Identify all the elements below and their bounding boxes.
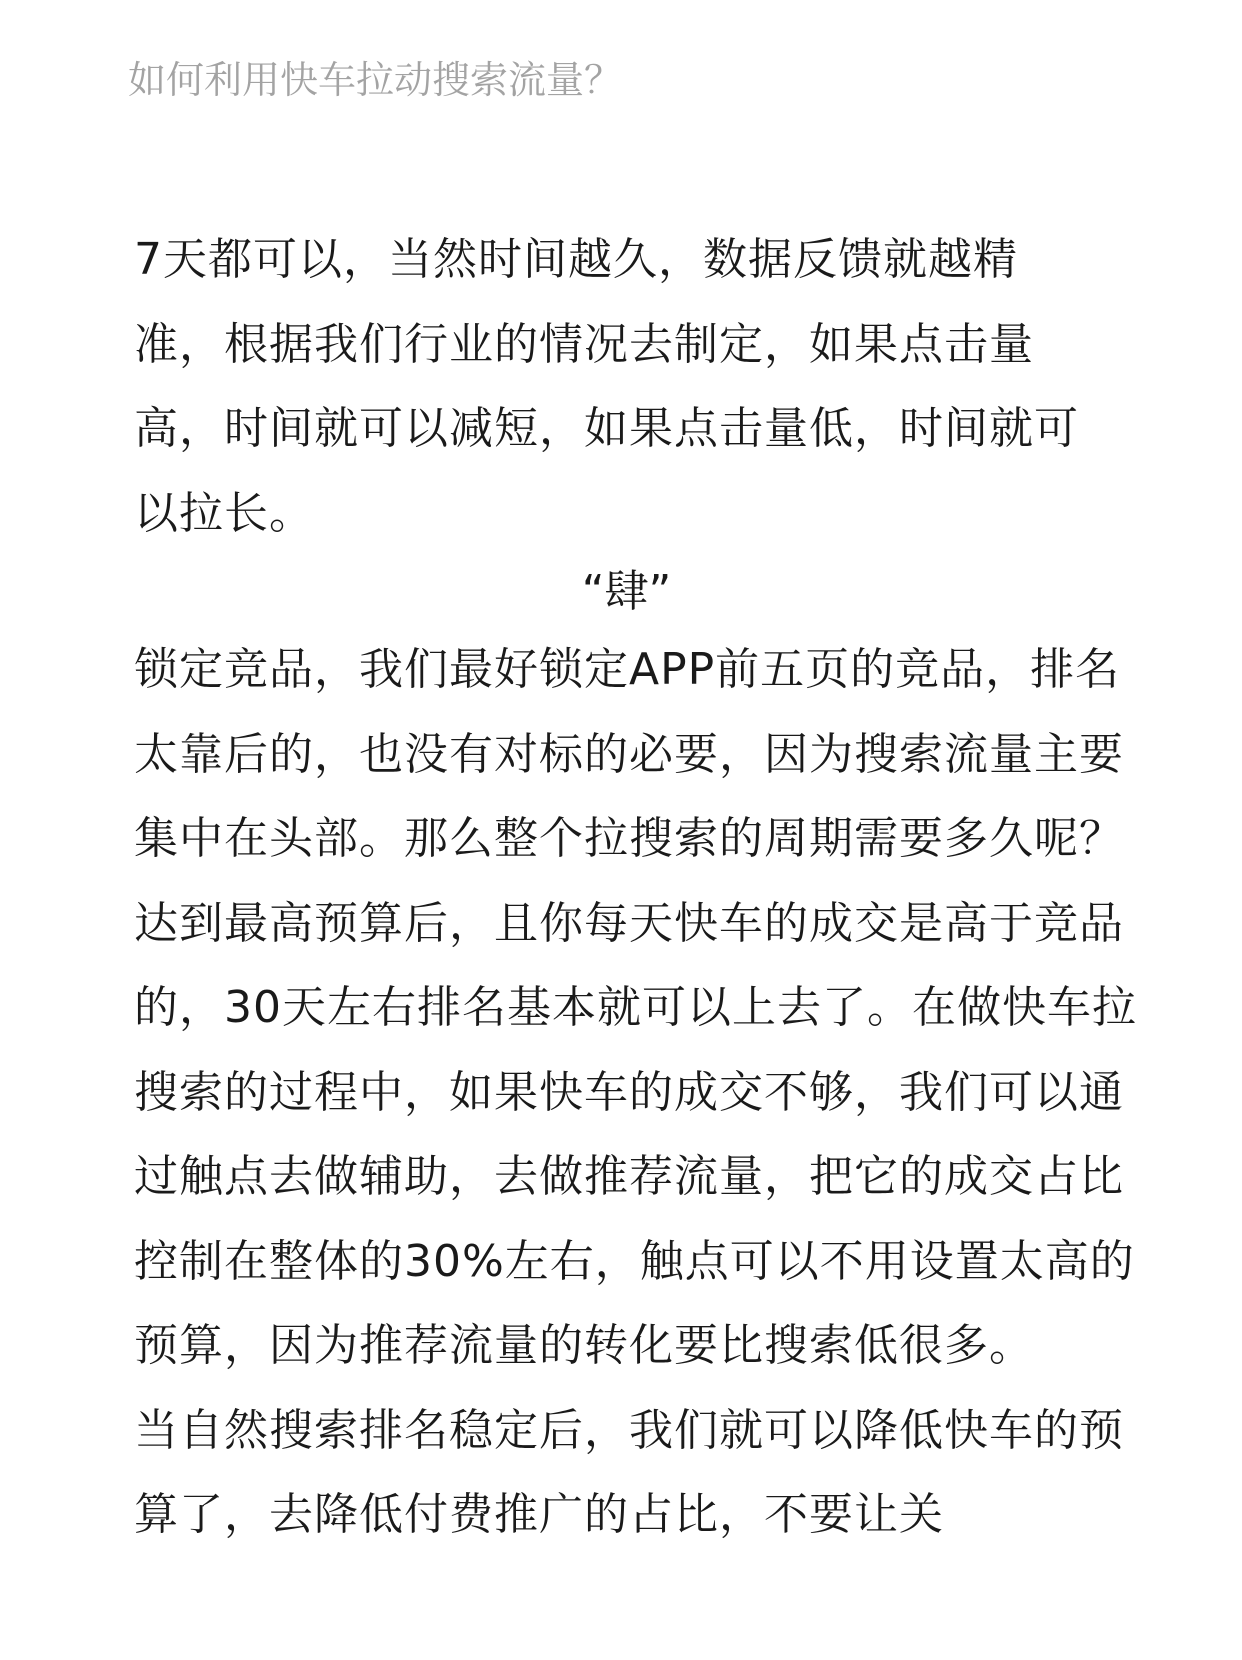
article-body <box>134 218 1144 1558</box>
paragraph-competitors: 锁定竞品，我们最好锁定APP前五页的竞品，排名太靠后的，也没有对标的必要，因为搜索流量主要集中在头部。那么整个拉搜索的周期需要多久呢？达到最高预算后，且你每天快车的成交是高于竞品的，30天左右排名基本就可以上去了。在做快车拉搜索的过程中，如果快车的成交不够，我们可以通过触点去做辅助，去做推荐流量，把它的成交占比控制在整体的30%左右，触点可以不用设置太高的预算，因为推荐流量的转化要比搜索低很多。 <box>134 644 1137 1371</box>
section-marker: “肆” <box>581 566 672 617</box>
paragraph-after-stable: 当自然搜索排名稳定后，我们就可以降低快车的预算了，去降低付费推广的占比，不要让关 <box>134 1404 1124 1540</box>
page-title: 如何利用快车拉动搜索流量？ <box>128 58 623 102</box>
paragraph-intro: 7天都可以，当然时间越久，数据反馈就越精准，根据我们行业的情况去制定，如果点击量高，时间就可以减短，如果点击量低，时间就可以拉长。 <box>134 234 1079 539</box>
